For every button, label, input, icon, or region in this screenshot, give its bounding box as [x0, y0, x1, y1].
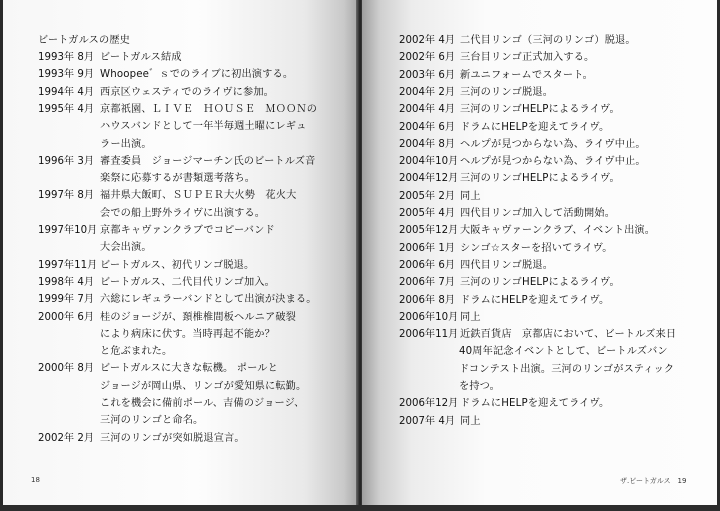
- entry-text: と危ぶまれた。: [100, 346, 173, 358]
- entry-text: シンゴ☆スターを招いてライヴ。: [460, 242, 613, 254]
- entry-text: これを機会に備前ポール、吉備のジョージ、: [100, 398, 305, 409]
- entry-text: 二代目リンゴ（三河のリンゴ）脱退。: [460, 35, 636, 46]
- entry-date: 2004年12月: [399, 173, 459, 185]
- entry-date: 2000年 6月: [38, 311, 95, 323]
- entry-date: 2006年10月: [399, 311, 459, 323]
- entry-text: 三河のリンゴHELPによるライヴ。: [460, 277, 620, 289]
- entry-date: 1997年10月: [38, 225, 98, 236]
- entry-text: 福井県大飯町、ＳＵＰＥＲ大火勢 花火大: [100, 190, 297, 202]
- entry-text: 同上: [460, 311, 481, 323]
- entry-date: 1998年 4月: [38, 276, 95, 288]
- entry-text: 三河のリンゴと命名。: [100, 415, 204, 427]
- entry-text: ビートガルス結成: [100, 52, 182, 63]
- entry-date: 2004年 4月: [399, 104, 456, 116]
- page-title: ビートガルスの歴史: [38, 35, 131, 46]
- entry-text: 新ユニフォームでスタート。: [460, 69, 593, 81]
- entry-text: ジョージが岡山県、リンゴが愛知県に転勤。: [100, 380, 307, 392]
- entry-text: 京都キャヴァンクラブでコピーバンド: [100, 225, 275, 236]
- entry-text: により病床に伏す。当時再起不能か？: [100, 328, 275, 340]
- entry-text: 三河のリンゴHELPによるライヴ。: [460, 104, 620, 116]
- entry-text: 桂のジョージが、頚椎椎間板ヘルニア破裂: [100, 311, 297, 323]
- entry-text: 六総にレギュラーバンドとして出演が決まる。: [100, 294, 317, 306]
- entry-text: 三台目リンゴ正式加入する。: [460, 52, 595, 64]
- entry-text: ドラムにHELPを迎えてライヴ。: [460, 294, 610, 306]
- entry-date: 1993年 9月: [38, 69, 95, 81]
- entry-text: 審査委員 ジョージマーチン氏のビートルズ音: [100, 155, 316, 167]
- entry-date: 1997年11月: [38, 259, 98, 271]
- entry-text: ヘルプが見つからない為、ライヴ中止。: [460, 156, 646, 168]
- entry-text: 京都祇園、ＬＩＶＥ ＨＯＵＳＥ ＭＯＯＮの: [100, 103, 318, 115]
- entry-date: 2004年 8月: [399, 138, 456, 150]
- entry-date: 2005年 4月: [399, 208, 456, 219]
- entry-date: 2005年12月: [399, 225, 459, 237]
- entry-date: 2006年 1月: [399, 242, 456, 254]
- entry-date: 2004年 6月: [399, 121, 456, 133]
- entry-date: 2004年 2月: [399, 86, 456, 98]
- entry-text: ドラムにHELPを迎えてライヴ。: [460, 398, 610, 410]
- entry-text: 40周年記念イベントとして、ビートルズバン: [459, 346, 668, 358]
- entry-date: 2006年 6月: [399, 259, 456, 271]
- entry-text: 同上: [460, 415, 481, 427]
- entry-text: 近鉄百貨店 京都店において、ビートルズ来日: [460, 329, 677, 341]
- entry-text: 会での船上野外ライヴに出演する。: [100, 207, 266, 219]
- entry-date: 1996年 3月: [38, 155, 95, 167]
- entry-date: 1993年 8月: [38, 52, 95, 63]
- entry-text: ヘルプが見つからない為、ライヴ中止。: [460, 138, 646, 150]
- entry-date: 2006年12月: [399, 398, 459, 410]
- entry-date: 2006年 7月: [399, 277, 456, 289]
- entry-date: 1997年 8月: [38, 190, 95, 202]
- page-number-right: ザ.ビートガルス 19: [620, 477, 687, 485]
- entry-date: 2002年 2月: [38, 432, 95, 444]
- entry-text: ハウスバンドとして一年半毎週土曜にレギュ: [100, 121, 307, 133]
- entry-text: を持つ。: [459, 381, 500, 392]
- entry-date: 1995年 4月: [38, 103, 95, 115]
- entry-text: 大会出演。: [100, 242, 152, 254]
- left-page: [3, 0, 358, 511]
- entry-text: 同上: [460, 190, 481, 202]
- entry-date: 2005年 2月: [399, 190, 456, 202]
- entry-text: 三河のリンゴが突如脱退宣言。: [100, 432, 245, 444]
- entry-date: 2002年 6月: [399, 52, 456, 64]
- entry-text: 四代目リンゴ脱退。: [460, 259, 554, 271]
- entry-text: ドラムにHELPを迎えてライヴ。: [460, 121, 610, 133]
- entry-text: 三河のリンゴ脱退。: [460, 86, 554, 98]
- entry-text: 四代目リンゴ加入して活動開始。: [460, 208, 616, 219]
- entry-date: 2003年 6月: [399, 69, 456, 81]
- entry-date: 1994年 4月: [38, 86, 95, 98]
- entry-text: 大阪キャヴァーンクラブ、イベント出演。: [460, 225, 656, 237]
- entry-text: ラー出演。: [100, 138, 152, 150]
- entry-text: Whoopee゛ｓでのライブに初出演する。: [100, 69, 294, 81]
- entry-text: ビートガルス、二代目代リンゴ加入。: [100, 276, 276, 288]
- entry-text: ビートガルス、初代リンゴ脱退。: [100, 259, 255, 271]
- entry-date: 2006年 8月: [399, 294, 456, 306]
- entry-text: ビートガルスに大きな転機。 ポールと: [100, 363, 278, 375]
- entry-text: 西京区ウェスティでのライヴに参加。: [100, 86, 275, 98]
- page-number-left: 18: [31, 476, 40, 484]
- entry-date: 2006年11月: [399, 329, 459, 341]
- entry-text: ドコンテスト出演。三河のリンゴがスティック: [459, 363, 675, 375]
- entry-date: 2000年 8月: [38, 363, 95, 375]
- entry-date: 1999年 7月: [38, 294, 95, 306]
- entry-text: 三河のリンゴHELPによるライヴ。: [460, 173, 620, 185]
- entry-date: 2002年 4月: [399, 35, 456, 46]
- right-page: [362, 0, 717, 511]
- entry-date: 2004年10月: [399, 156, 459, 168]
- book-bottom-edge: [0, 505, 720, 511]
- entry-date: 2007年 4月: [399, 415, 456, 427]
- entry-text: 楽祭に応募するが書類選考落ち。: [100, 173, 256, 185]
